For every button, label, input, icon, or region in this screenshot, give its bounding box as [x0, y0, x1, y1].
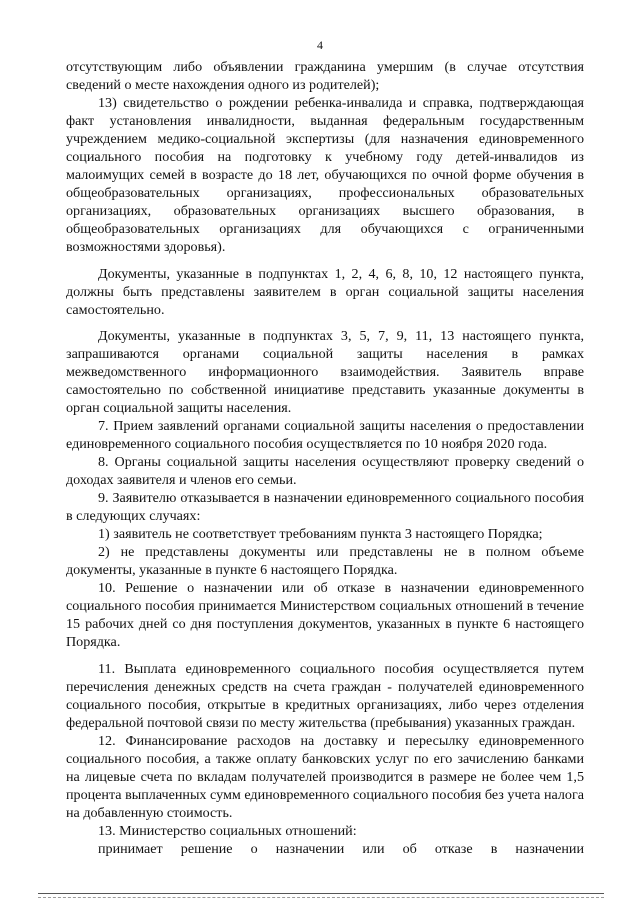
paragraph-point-9: 9. Заявителю отказывается в назначении единовременного социального пособия в следующих случаях:	[66, 490, 584, 525]
paragraph-continuation: отсутствующим либо объявлении гражданина умершим (в случае отсутствия сведений о месте нахождения одного из родителей);	[66, 59, 584, 94]
paragraph-item-13: 13) свидетельство о рождении ребенка-инвалида и справка, подтверждающая факт установления инвалидности, выданная федеральным государственным учреждением медико-социальной экспертизы (для назначения единовременного социального пособия на подготовку к учебному году детей-инвалидов из малоимущих семей в возрасте до 18 лет, обучающихся по очной форме обучения в общеобразовательных организациях, профессиональных образовательных организациях, образовательных организациях высшего образования, в общеобразовательных организациях для обучающихся с ограниченными возможностями здоровья).	[66, 95, 584, 256]
paragraph-point-9-1: 1) заявитель не соответствует требованиям пункта 3 настоящего Порядка;	[98, 526, 543, 543]
paragraph-point-9-2: 2) не представлены документы или представлены не в полном объеме документы, указанные в пункте 6 настоящего Порядка.	[66, 544, 584, 579]
paragraph-point-10: 10. Решение о назначении или об отказе в назначении единовременного социального пособия принимается Министерством социальных отношений в течение 15 рабочих дней со дня поступления документов, указанных в пункте 6 настоящего Порядка.	[66, 580, 584, 651]
bottom-rule-dashed	[38, 897, 604, 898]
document-body	[66, 58, 584, 858]
paragraph-point-13-decision: принимает решение о назначении или об отказе в назначении	[98, 840, 584, 857]
paragraph-documents-requested: Документы, указанные в подпунктах 3, 5, 7, 9, 11, 13 настоящего пункта, запрашиваются органами социальной защиты населения в рамках межведомственного информационного взаимодействия. Заявитель вправе самостоятельно по собственной инициативе представить указанные документы в орган социальной защиты населения.	[66, 327, 584, 416]
paragraph-point-7: 7. Прием заявлений органами социальной защиты населения о предоставлении единовременного социального пособия осуществляется по 10 ноября 2020 года.	[66, 417, 584, 452]
paragraph-documents-self: Документы, указанные в подпунктах 1, 2, 4, 6, 8, 10, 12 настоящего пункта, должны быть представлены заявителем в орган социальной защиты населения самостоятельно.	[66, 265, 584, 318]
paragraph-point-13: 13. Министерство социальных отношений:	[98, 822, 357, 839]
paragraph-point-11: 11. Выплата единовременного социального пособия осуществляется путем перечисления денежных средств на счета граждан - получателей единовременного социального пособия, открытые в кредитных организациях, либо через отделения федеральной почтовой связи по месту жительства (пребывания) указанных граждан.	[66, 660, 584, 731]
paragraph-point-8: 8. Органы социальной защиты населения осуществляют проверку сведений о доходах заявителя и членов его семьи.	[66, 453, 584, 489]
bottom-rule	[38, 893, 604, 894]
page-number: 4	[317, 38, 323, 52]
paragraph-point-12: 12. Финансирование расходов на доставку и пересылку единовременного социального пособия, а также оплату банковских услуг по его зачислению банками на лицевые счета по вкладам получателей производится в размере не более чем 1,5 процента выплаченных сумм единовременного социального пособия без учета налога на добавленную стоимость.	[66, 732, 584, 821]
